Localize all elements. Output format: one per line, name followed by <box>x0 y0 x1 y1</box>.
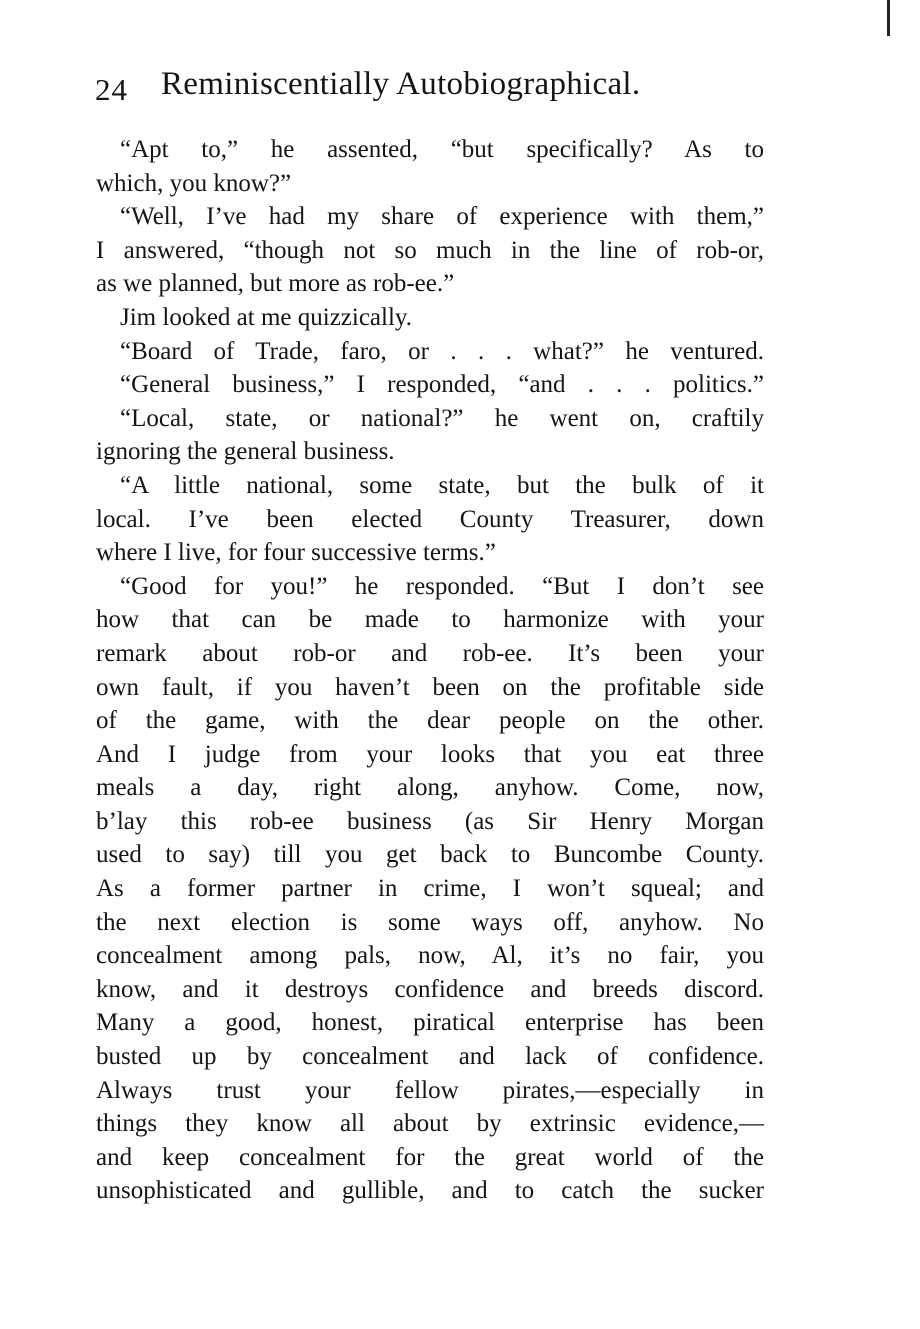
text-line: “Well, I’ve had my share of experience with them,” <box>120 203 764 231</box>
text-line: “General business,” I responded, “and . . . politics.” <box>120 371 764 399</box>
text-line: And I judge from your looks that you eat three <box>96 740 764 768</box>
text-line: which, you know?” <box>96 169 292 197</box>
text-line: “A little national, some state, but the bulk of it <box>120 471 764 499</box>
text-line: know, and it destroys confidence and breeds discord. <box>96 975 764 1003</box>
text-line: As a former partner in crime, I won’t squeal; and <box>96 875 764 903</box>
body-text <box>96 133 764 1208</box>
text-line: as we planned, but more as rob-ee.” <box>96 270 455 298</box>
text-line: of the game, with the dear people on the other. <box>96 707 764 735</box>
text-line: “Local, state, or national?” he went on, craftily <box>120 404 764 432</box>
text-line: things they know all about by extrinsic evidence,— <box>96 1110 764 1138</box>
text-line: remark about rob-or and rob-ee. It’s been your <box>96 639 764 667</box>
page-header <box>95 66 795 114</box>
page-number: 24 <box>95 72 128 107</box>
text-line: I answered, “though not so much in the line of rob-or, <box>96 236 764 264</box>
running-head: Reminiscentially Autobiographical. <box>161 66 641 102</box>
text-line: ignoring the general business. <box>96 438 395 466</box>
text-line: “Apt to,” he assented, “but specifically? As to <box>120 136 764 163</box>
text-line: meals a day, right along, anyhow. Come, now, <box>96 774 764 802</box>
text-line: Always trust your fellow pirates,—especially in <box>96 1076 764 1104</box>
text-line: b’lay this rob-ee business (as Sir Henry Morgan <box>96 807 764 835</box>
text-line: unsophisticated and gullible, and to catch the sucker <box>96 1177 764 1205</box>
text-line: local. I’ve been elected County Treasurer, down <box>96 505 764 533</box>
text-line: the next election is some ways off, anyhow. No <box>96 908 764 936</box>
text-line: “Good for you!” he responded. “But I don’t see <box>120 572 764 600</box>
text-line: busted up by concealment and lack of confidence. <box>96 1043 764 1071</box>
text-line: where I live, for four successive terms.” <box>96 539 496 567</box>
text-line: concealment among pals, now, Al, it’s no fair, you <box>96 942 764 970</box>
text-line: used to say) till you get back to Buncombe County. <box>96 841 764 869</box>
text-line: Jim looked at me quizzically. <box>120 303 413 331</box>
text-line: “Board of Trade, faro, or . . . what?” he ventured. <box>120 337 764 365</box>
text-line: Many a good, honest, piratical enterprise has been <box>96 1009 764 1037</box>
page-edge-mark <box>887 0 890 36</box>
text-line: and keep concealment for the great world of the <box>96 1143 764 1171</box>
text-line: how that can be made to harmonize with your <box>96 606 764 634</box>
text-line: own fault, if you haven’t been on the profitable side <box>96 673 764 701</box>
